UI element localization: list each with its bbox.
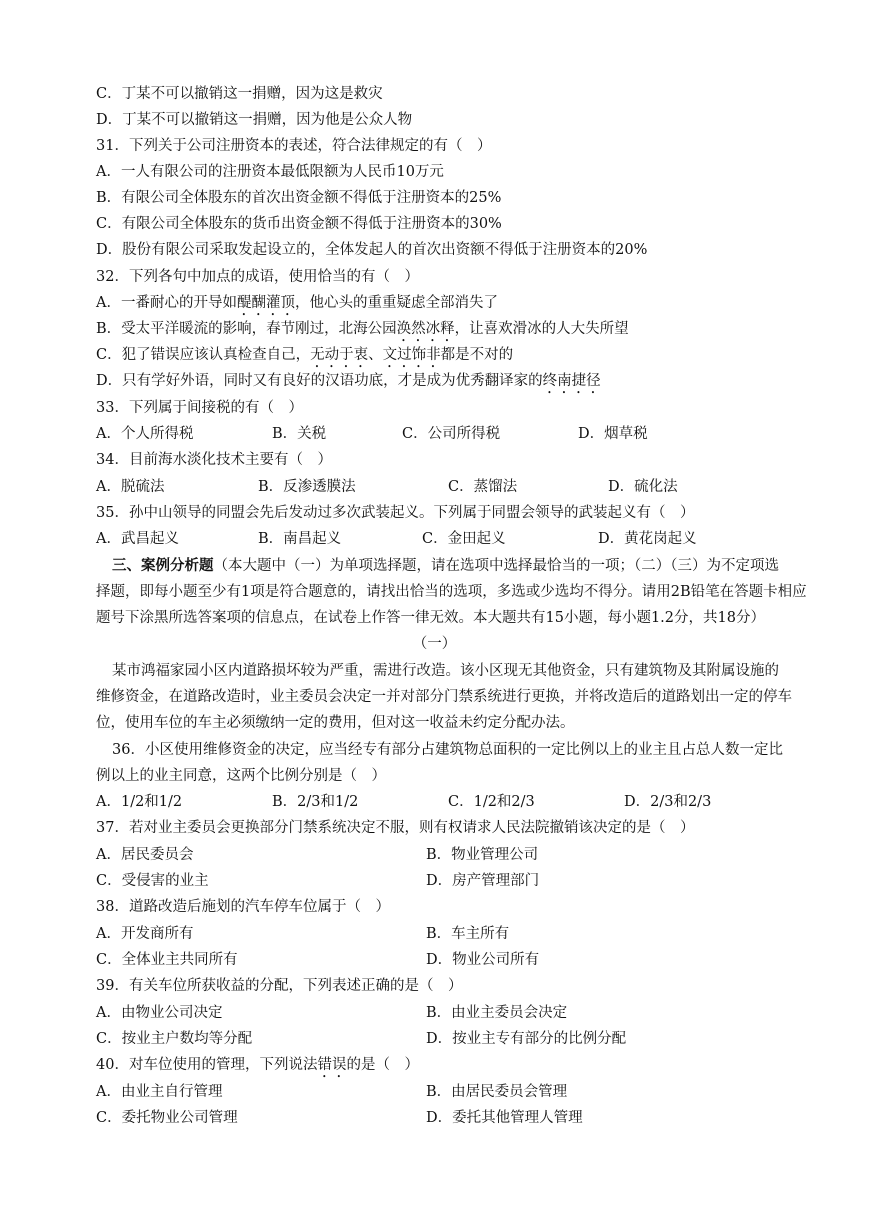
q39-option-b: B．由业主委员会决定 — [426, 1005, 568, 1021]
q31-option-d: D．股份有限公司采取发起设立的，全体发起人的首次出资额不得低于注册资本的20% — [96, 242, 648, 258]
q39-options-row2 — [96, 1029, 816, 1049]
q38-option-a: A．开发商所有 — [96, 926, 194, 942]
dotted-idiom: 无动于衷 — [310, 347, 369, 363]
case-part-heading: （一） — [412, 636, 457, 652]
dotted-idiom: 醍醐灌顶 — [236, 295, 295, 311]
q31-option-a: A．一人有限公司的注册资本最低限额为人民币10万元 — [96, 164, 444, 180]
dotted-idiom: 涣然冰释 — [396, 321, 455, 337]
q39-option-d: D．按业主专有部分的比例分配 — [426, 1031, 627, 1047]
q34-stem: 34．目前海水淡化技术主要有（ ） — [96, 452, 332, 468]
q37-stem: 37．若对业主委员会更换部分门禁系统决定不服，则有权请求人民法院撤销该决定的是（ ） — [96, 820, 695, 836]
case-text-line3: 位，使用车位的车主必须缴纳一定的费用，但对这一收益未约定分配办法。 — [96, 715, 575, 731]
q33-option-a: A．个人所得税 — [96, 426, 194, 442]
q33-option-c: C．公司所得税 — [402, 426, 501, 442]
q36-stem-line2: 例以上的业主同意，这两个比例分别是（ ） — [96, 768, 386, 784]
q35-option-b: B．南昌起义 — [258, 531, 342, 547]
case-text-line1: 某市鸿福家园小区内道路损坏较为严重，需进行改造。该小区现无其他资金，只有建筑物及其附属设施的 — [112, 663, 779, 679]
q37-options-row2 — [96, 871, 816, 891]
q40-options-row2 — [96, 1108, 816, 1128]
q39-stem: 39．有关车位所获收益的分配，下列表述正确的是（ ） — [96, 978, 463, 994]
q32-option-a: A．一番耐心的开导如醍醐灌顶，他心头的重重疑虑全部消失了 — [96, 295, 498, 311]
section3-intro-line1: 三、案例分析题（本大题中（一）为单项选择题，请在选项中选择最恰当的一项；（二）（三）为不定项选 — [112, 557, 779, 574]
q30-option-c: C．丁某不可以撤销这一捐赠，因为这是救灾 — [96, 86, 383, 102]
q38-stem: 38．道路改造后施划的汽车停车位属于（ ） — [96, 899, 390, 915]
q35-stem: 35．孙中山领导的同盟会先后发动过多次武装起义。下列属于同盟会领导的武装起义有（ ） — [96, 505, 695, 521]
q40-options-row1 — [96, 1082, 816, 1102]
dotted-word: 错误 — [317, 1057, 347, 1073]
q37-option-c: C．受侵害的业主 — [96, 873, 209, 889]
q34-option-d: D．硫化法 — [608, 479, 678, 495]
q33-options — [96, 424, 816, 444]
q39-options-row1 — [96, 1003, 816, 1023]
q38-option-c: C．全体业主共同所有 — [96, 952, 238, 968]
q39-option-a: A．由物业公司决定 — [96, 1005, 223, 1021]
q33-option-b: B．关税 — [272, 426, 327, 442]
section3-intro-line2: 择题，即每小题至少有1项是符合题意的，请找出恰当的选项，多选或少选均不得分。请用2B铅笔在答题卡相应 — [96, 584, 807, 600]
dotted-idiom: 文过饰非 — [382, 347, 441, 363]
q31-option-b: B．有限公司全体股东的首次出资金额不得低于注册资本的25% — [96, 190, 502, 206]
q38-option-d: D．物业公司所有 — [426, 952, 540, 968]
q40-stem: 40．对车位使用的管理，下列说法错误的是（ ） — [96, 1057, 419, 1073]
q35-option-a: A．武昌起义 — [96, 531, 179, 547]
q32-option-c: C．犯了错误应该认真检查自己，无动于衷、文过饰非都是不对的 — [96, 347, 514, 363]
q32-option-d: D．只有学好外语，同时又有良好的汉语功底，才是成为优秀翻译家的终南捷径 — [96, 373, 601, 389]
q40-option-b: B．由居民委员会管理 — [426, 1084, 568, 1100]
q36-stem-line1: 36．小区使用维修资金的决定，应当经专有部分占建筑物总面积的一定比例以上的业主且占总人数一定比 — [112, 742, 783, 758]
q38-option-b: B．车主所有 — [426, 926, 510, 942]
q32-stem: 32．下列各句中加点的成语，使用恰当的有（ ） — [96, 269, 419, 285]
dotted-idiom: 终南捷径 — [542, 373, 601, 389]
q37-option-a: A．居民委员会 — [96, 847, 194, 863]
q33-option-d: D．烟草税 — [578, 426, 648, 442]
q36-option-a: A．1/2和1/2 — [96, 794, 183, 810]
q35-option-c: C．金田起义 — [422, 531, 506, 547]
q39-option-c: C．按业主户数均等分配 — [96, 1031, 253, 1047]
q31-stem: 31．下列关于公司注册资本的表述，符合法律规定的有（ ） — [96, 138, 492, 154]
q36-option-c: C．1/2和2/3 — [448, 794, 535, 810]
q33-stem: 33．下列属于间接税的有（ ） — [96, 400, 303, 416]
q37-option-d: D．房产管理部门 — [426, 873, 540, 889]
q36-option-d: D．2/3和2/3 — [624, 794, 712, 810]
q40-option-a: A．由业主自行管理 — [96, 1084, 223, 1100]
section3-heading: 三、案例分析题 — [112, 557, 214, 574]
q37-option-b: B．物业管理公司 — [426, 847, 539, 863]
case-text-line2: 维修资金，在道路改造时，业主委员会决定一并对部分门禁系统进行更换，并将改造后的道路划出一定的停车 — [96, 689, 792, 705]
q34-option-c: C．蒸馏法 — [448, 479, 518, 495]
q38-options-row2 — [96, 950, 816, 970]
section3-intro-line3: 题号下涂黑所选答案项的信息点，在试卷上作答一律无效。本大题共有15小题，每小题1.2分，共18分） — [96, 610, 765, 626]
q34-options — [96, 477, 816, 497]
q30-option-d: D．丁某不可以撤销这一捐赠，因为他是公众人物 — [96, 112, 413, 128]
q32-option-b: B．受太平洋暖流的影响，春节刚过，北海公园涣然冰释，让喜欢滑冰的人大失所望 — [96, 321, 629, 337]
q36-options — [96, 792, 816, 812]
q35-options — [96, 529, 816, 549]
q34-option-b: B．反渗透膜法 — [258, 479, 356, 495]
q37-options-row1 — [96, 845, 816, 865]
q35-option-d: D．黄花岗起义 — [598, 531, 697, 547]
q38-options-row1 — [96, 924, 816, 944]
q40-option-d: D．委托其他管理人管理 — [426, 1110, 583, 1126]
q34-option-a: A．脱硫法 — [96, 479, 165, 495]
q31-option-c: C．有限公司全体股东的货币出资金额不得低于注册资本的30% — [96, 216, 502, 232]
q36-option-b: B．2/3和1/2 — [272, 794, 359, 810]
q40-option-c: C．委托物业公司管理 — [96, 1110, 238, 1126]
